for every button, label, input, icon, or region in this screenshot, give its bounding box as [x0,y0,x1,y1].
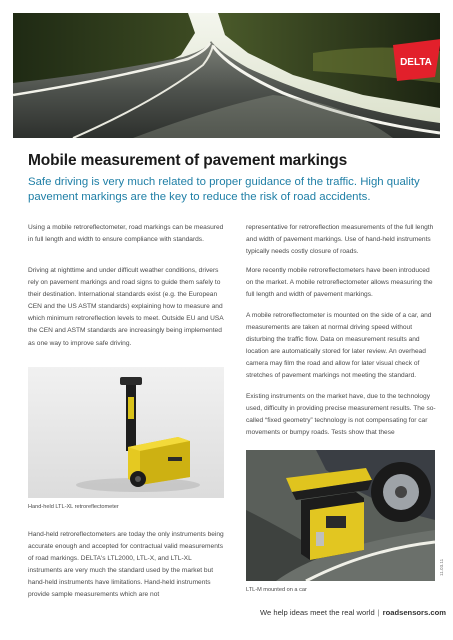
page-title: Mobile measurement of pavement markings [28,152,348,169]
paragraph-intro: Using a mobile retroreflectometer, road markings can be measured in full length and width to ensure compliance with standards. [28,224,224,244]
footer-separator: | [377,608,380,617]
paragraph-standards: Driving at nighttime and under difficult weather conditions, drivers rely on pavement markings and road signs to guide them safely to their destination. International standards exist (e.g. the European CEN and the US ASTM standards) explaining how to measure and which minimum retroreflection levels to meet. Outside EU and USA the CEN and ASTM standards are increasingly being implemented as one way to improve safe driving. [28,267,224,347]
caption-mounted: LTL-M mounted on a car [246,587,307,593]
paragraph-mounting: A mobile retroreflectometer is mounted on the side of a car, and measurements are taken at normal driving speed without disturbing the traffic flow. Data on measurement results and location are automatically stored for later review. An overhead camera may film the road and allow for later visual check of stretches of pavement markings not meeting the standard. [246,312,432,380]
document-code: 11.03.11 [439,558,444,576]
caption-handheld: Hand-held LTL-XL retroreflectometer [28,504,119,510]
paragraph-existing-instruments: Existing instruments on the market have, due to the technology used, difficulty in providing precise measurement results. The so-called “fixed geometry” technology is not compensating for car movements or bumpy roads. Tests show that these [246,393,436,437]
road-scene-illustration [13,13,440,138]
delta-logo [391,39,440,81]
paragraph-representative: representative for retroreflection measurements of the full length and width of pavement markings. Use of hand-held instruments typically needs costly closure of roads. [246,224,434,256]
logo-wordmark: DELTA [400,57,432,68]
footer-tagline: We help ideas meet the real world [260,608,375,617]
paragraph-mobile-intro: More recently mobile retroreflectometers have been introduced on the market. A mobile retroreflectometer allows measuring the full length and width of pavement markings. [246,267,433,299]
paragraph-handheld: Hand-held retroreflectometers are today the only instruments being accurate enough and accepted for contractual valid measurements of road markings. DELTA's LTL2000, LTL-X, and LTL-XL instruments are very much the standard used by the market but hand-held instruments have limitations. Hand-held instruments provide sample measurements which are not [28,531,224,599]
footer [260,608,446,617]
mounted-retroreflectometer-photo [246,450,435,581]
footer-website-link[interactable]: roadsensors.com [382,608,446,617]
page-subtitle: Safe driving is very much related to proper guidance of the traffic. High quality pavement markings are the key to reduce the risk of road accidents. [28,176,420,203]
hero-banner-image [13,13,440,138]
handheld-retroreflectometer-photo [28,367,224,498]
